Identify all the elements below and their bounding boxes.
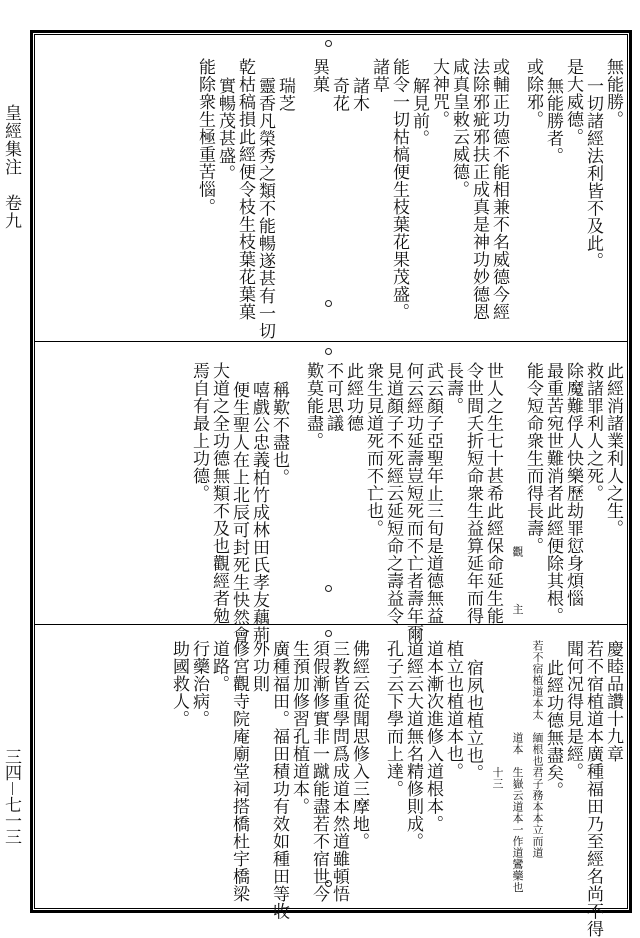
text-column: 稱歎不盡也。 bbox=[269, 381, 289, 486]
text-column: 外功則 bbox=[249, 640, 269, 693]
text-column: 異菓 bbox=[309, 58, 329, 93]
text-column: 植立也植道本也。 bbox=[443, 640, 463, 780]
text-column: 何云經功延壽豈短死而不亡者壽年爾 bbox=[403, 362, 423, 642]
panel-divider-1 bbox=[34, 341, 628, 342]
text-column: 廣種福田。福田積功有效如種田等收 bbox=[269, 640, 289, 920]
text-column: 武云顏子亞聖年止三旬是道德無益 bbox=[423, 362, 443, 625]
text-column: 不可思議 bbox=[323, 362, 343, 432]
text-column bbox=[288, 362, 302, 618]
text-column: 一切諸經法利皆不及此。 bbox=[583, 77, 603, 270]
text-column: 長壽。 bbox=[443, 362, 463, 415]
text-column: 三教皆重學問爲成道本然道雖頓悟 bbox=[329, 640, 349, 903]
text-column: 焉自有最上功德。 bbox=[189, 362, 209, 502]
text-column: 道經云大道無名精修則成。 bbox=[403, 640, 423, 850]
text-column: 生預加修習孔植道本。 bbox=[289, 640, 309, 815]
text-column bbox=[508, 58, 522, 336]
text-column: 道本 生嶽云道本一作道鸞藥也 bbox=[511, 640, 524, 893]
text-column: 道本漸次進修入道根本。 bbox=[423, 640, 443, 833]
text-column: 十三 bbox=[491, 640, 504, 790]
text-column: 道路。 bbox=[209, 640, 229, 693]
text-column: 法除邪疵邪扶正成真是神功妙德恩 bbox=[469, 58, 489, 321]
text-column: 解見前。 bbox=[409, 77, 429, 147]
margin-book-title: 皇經集注 卷九 bbox=[1, 104, 21, 230]
text-column: 此經消諸業利人之生。 bbox=[603, 362, 623, 537]
text-column: 行藥治病。 bbox=[189, 640, 209, 728]
text-panel-bottom bbox=[42, 640, 623, 938]
text-column: 或輔正功德不能相兼不名威德今經 bbox=[489, 58, 509, 321]
text-column: 宿夙也植立也。 bbox=[463, 659, 483, 782]
text-column: 大神咒。 bbox=[429, 58, 449, 128]
text-column: 此經功德無盡矣。 bbox=[543, 659, 563, 799]
text-column: 世人之生七十甚希此經保命延生能 bbox=[483, 362, 503, 625]
text-column: 救諸罪利人之死。 bbox=[583, 362, 603, 502]
text-column: 能令一切枯槁便生枝葉花果茂盛。 bbox=[389, 58, 409, 321]
text-column: 孔子云下學而上達。 bbox=[383, 640, 403, 798]
text-column: 嘻戲公忠義柏竹成林田氏孝友藕荊 bbox=[249, 381, 269, 644]
text-column: 或除邪。 bbox=[523, 58, 543, 128]
text-column bbox=[368, 640, 382, 908]
text-panel-top bbox=[42, 58, 623, 340]
text-column: 諸草 bbox=[369, 58, 389, 93]
text-column: 助國救人。 bbox=[169, 640, 189, 728]
text-column: 大道之全功德無類不及也觀經者勉 bbox=[209, 362, 229, 625]
text-column: 奇花 bbox=[329, 77, 349, 112]
text-column: 此經功德 bbox=[343, 362, 363, 432]
text-column: 能令短命衆生而得長壽。 bbox=[523, 362, 543, 555]
margin-page-number: 三四－七一三 bbox=[1, 748, 21, 844]
binding-hole-marker bbox=[325, 348, 332, 355]
text-column: 是大威德。 bbox=[563, 58, 583, 146]
panel-divider-2 bbox=[34, 624, 628, 625]
text-column: 便生聖人在上北辰可封死生快然會 bbox=[229, 381, 249, 644]
text-column: 衆生見道死而不亡也。 bbox=[363, 362, 383, 537]
text-column: 須假漸修實非一蹴能盡若不宿世今 bbox=[309, 640, 329, 903]
text-column: 諸木 bbox=[349, 77, 369, 112]
text-column: 若不宿植道本廣種福田乃至經名尚不得 bbox=[583, 640, 603, 938]
text-column: 無能勝。 bbox=[603, 58, 623, 128]
text-panel-middle bbox=[42, 362, 623, 644]
text-column: 見道顏子不死經云延短命之壽益令 bbox=[383, 362, 403, 625]
text-column: 實暢茂甚盛。 bbox=[215, 77, 235, 182]
text-column: 若不宿植道本太 緬根也君子務本本立而道 bbox=[531, 640, 544, 859]
binding-hole-marker bbox=[325, 40, 332, 47]
text-column bbox=[294, 58, 308, 336]
text-column: 除魔難俘人快樂歷劫罪愆身煩惱 bbox=[563, 362, 583, 607]
text-column: 歎莫能盡。 bbox=[303, 362, 323, 450]
text-column: 無能勝者。 bbox=[543, 77, 563, 165]
text-column: 令世間夭折短命衆生益算延年而得 bbox=[463, 362, 483, 625]
text-column: 能除衆生極重苦惱。 bbox=[195, 58, 215, 216]
binding-hole-marker bbox=[325, 630, 332, 637]
text-column: 慶睦品讚十九章 bbox=[603, 640, 623, 763]
text-column: 觀 主 bbox=[511, 362, 524, 615]
text-column: 咸真皇敕云威德。 bbox=[449, 58, 469, 198]
text-column: 修宮觀寺院庵廟堂祠搭橋杜宇橋梁 bbox=[229, 640, 249, 903]
text-column: 聞何况得見是經。 bbox=[563, 640, 583, 780]
text-column: 佛經云從聞思修入三摩地。 bbox=[349, 640, 369, 850]
text-column: 乾枯稿損此經便令枝生枝葉花葉菓 bbox=[235, 58, 255, 321]
text-column: 最重苦宛世難消者此經便除其根。 bbox=[543, 362, 563, 625]
text-column: 瑞芝 bbox=[275, 77, 295, 112]
text-column: 靈香凡榮秀之類不能暢遂甚有一切 bbox=[255, 77, 275, 340]
